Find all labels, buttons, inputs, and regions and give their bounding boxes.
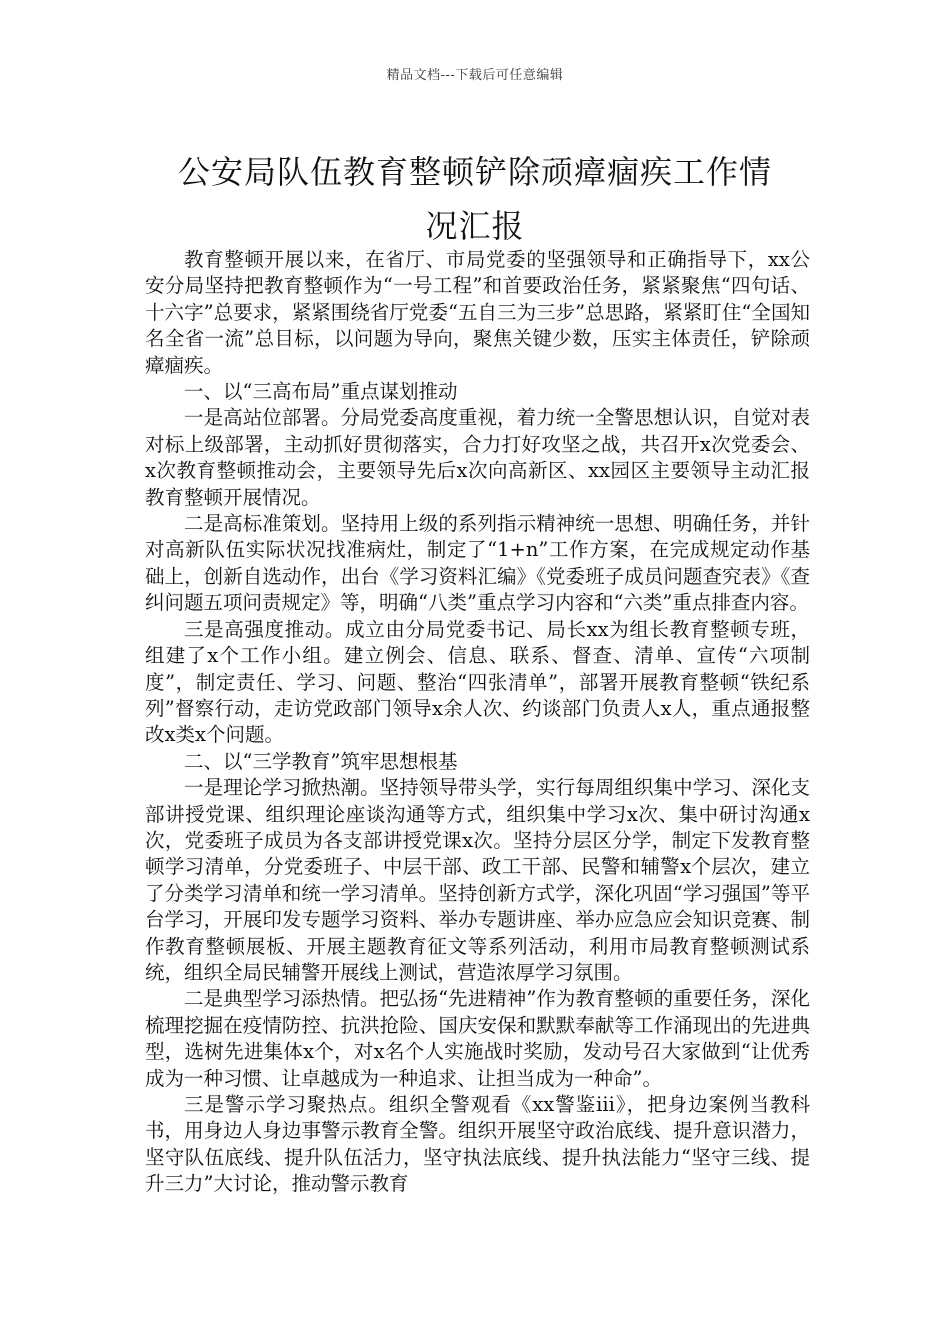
body-paragraph: 二是典型学习添热情。把弘扬“先进精神”作为教育整顿的重要任务，深化梳理挖掘在疫情防控、抗洪抢险、国庆安保和默默奉献等工作涌现出的先进典型，选树先进集体x个，对x名个人实施战时奖励，发动号召大家做到“让优秀成为一种习惯、让卓越成为一种追求、让担当成为一种命”。 xyxy=(145,987,810,1090)
intro-paragraph: 教育整顿开展以来，在省厅、市局党委的坚强领导和正确指导下，xx公安分局坚持把教育整顿作为“一号工程”和首要政治任务，紧紧聚焦“四句话、十六字”总要求，紧紧围绕省厅党委“五自三为三步”总思路，紧紧盯住“全国知名全省一流”总目标，以问题为导向，聚焦关键少数，压实主体责任，铲除顽瘴痼疾。 xyxy=(145,248,810,377)
document-body xyxy=(145,247,810,1198)
section-heading-2: 二、以“三学教育”筑牢思想根基 xyxy=(184,749,458,773)
section-heading-1: 一、以“三高布局”重点谋划推动 xyxy=(184,380,458,404)
body-paragraph: 二是高标准策划。坚持用上级的系列指示精神统一思想、明确任务，并针对高新队伍实际状况找准病灶，制定了“1+n”工作方案，在完成规定动作基础上，创新自选动作，出台《学习资料汇编》《党委班子成员问题查究表》《查纠问题五项问责规定》等，明确“八类”重点学习内容和“六类”重点排查内容。 xyxy=(145,512,810,615)
body-paragraph: 三是高强度推动。成立由分局党委书记、局长xx为组长教育整顿专班，组建了x个工作小组。建立例会、信息、联系、督查、清单、宣传“六项制度”，制定责任、学习、问题、整治“四张清单”，部署开展教育整顿“铁纪系列”督察行动，走访党政部门领导x余人次、约谈部门负责人x人，重点通报整改x类x个问题。 xyxy=(145,617,810,747)
title-line-2: 况汇报 xyxy=(425,207,525,246)
title-line-1: 公安局队伍教育整顿铲除顽瘴痼疾工作情 xyxy=(177,153,772,192)
body-paragraph: 一是高站位部署。分局党委高度重视，着力统一全警思想认识，自觉对表对标上级部署，主动抓好贯彻落实，合力打好攻坚之战，共召开x次党委会、x次教育整顿推动会，主要领导先后x次向高新区、xx园区主要领导主动汇报教育整顿开展情况。 xyxy=(145,406,810,509)
header-note: 精品文档---下载后可任意编辑 xyxy=(386,68,564,83)
document-title xyxy=(150,145,800,253)
body-paragraph: 一是理论学习掀热潮。坚持领导带头学，实行每周组织集中学习、深化支部讲授党课、组织理论座谈沟通等方式，组织集中学习x次、集中研讨沟通x次，党委班子成员为各支部讲授党课x次。坚持分层区分学，制定下发教育整顿学习清单，分党委班子、中层干部、政工干部、民警和辅警x个层次，建立了分类学习清单和统一学习清单。坚持创新方式学，深化巩固“学习强国”等平台学习，开展印发专题学习资料、举办专题讲座、举办应急应会知识竞赛、制作教育整顿展板、开展主题教育征文等系列活动，利用市局教育整顿测试系统，组织全局民辅警开展线上测试，营造浓厚学习氛围。 xyxy=(145,776,810,984)
body-paragraph: 三是警示学习聚热点。组织全警观看《xx警鉴iii》，把身边案例当教科书，用身边人身边事警示教育全警。组织开展坚守政治底线、提升意识潜力，坚守队伍底线、提升队伍活力，坚守执法底线、提升执法能力“坚守三线、提升三力”大讨论，推动警示教育 xyxy=(145,1093,810,1196)
